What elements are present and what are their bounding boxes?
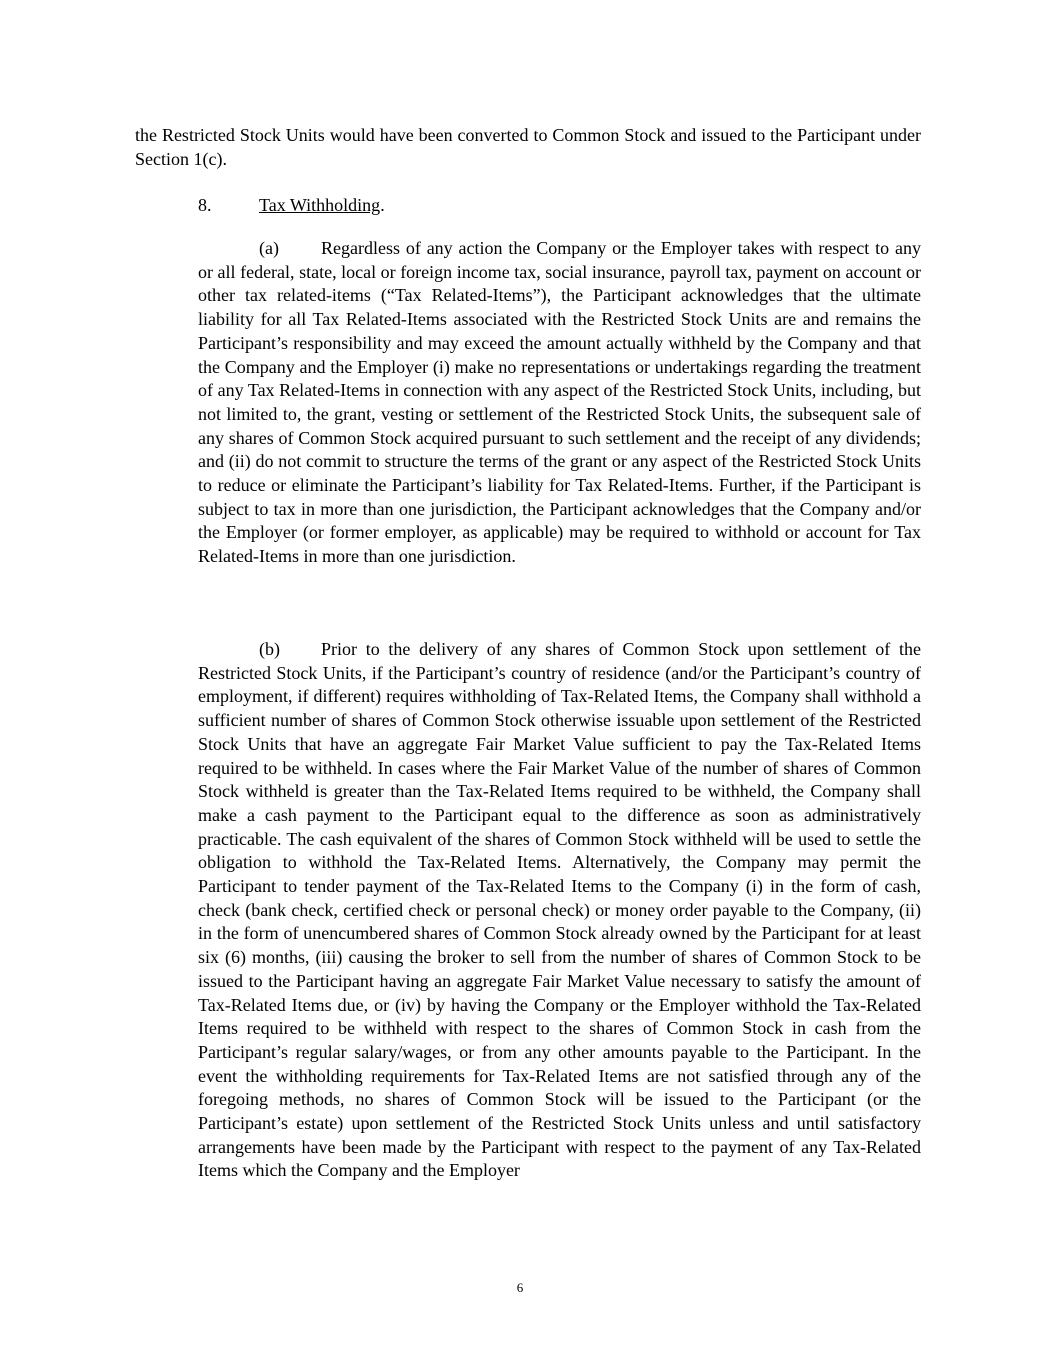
section-number: 8.: [198, 195, 212, 215]
paragraph-b-label: (b): [259, 639, 280, 659]
paragraph-b: [198, 638, 921, 1183]
intro-paragraph: the Restricted Stock Units would have been converted to Common Stock and issued to the Participant under Section 1(c).: [135, 125, 921, 169]
page-number: 6: [516, 1280, 524, 1295]
paragraph-a: [198, 237, 921, 569]
section-title: Tax Withholding: [259, 195, 381, 215]
paragraph-a-text: Regardless of any action the Company or the Employer takes with respect to any or all federal, state, local or foreign income tax, social insurance, payroll tax, payment on account or other tax related-items (“Tax Related-Items”), the Participant acknowledges that the ultimate liability for all Tax Related-Items associated with the Restricted Stock Units are and remains the Participant’s responsibility and may exceed the amount actually withheld by the Company and that the Company and the Employer (i) make no representations or undertakings regarding the treatment of any Tax Related-Items in connection with any aspect of the Restricted Stock Units, including, but not limited to, the grant, vesting or settlement of the Restricted Stock Units, the subsequent sale of any shares of Common Stock acquired pursuant to such settlement and the receipt of any dividends; and (ii) do not commit to structure the terms of the grant or any aspect of the Restricted Stock Units to reduce or eliminate the Participant’s liability for Tax Related-Items. Further, if the Participant is subject to tax in more than one jurisdiction, the Participant acknowledges that the Company and/or the Employer (or former employer, as applicable) may be required to withhold or account for Tax Related-Items in more than one jurisdiction.: [198, 238, 921, 567]
paragraph-a-label: (a): [259, 238, 279, 258]
section-heading: [198, 194, 385, 218]
paragraph-b-text: Prior to the delivery of any shares of Common Stock upon settlement of the Restricted Stock Units, if the Participant’s country of residence (and/or the Participant’s country of employment, if different) requires withholding of Tax-Related Items, the Company shall withhold a sufficient number of shares of Common Stock otherwise issuable upon settlement of the Restricted Stock Units that have an aggregate Fair Market Value sufficient to pay the Tax-Related Items required to be withheld. In cases where the Fair Market Value of the number of shares of Common Stock withheld is greater than the Tax-Related Items required to be withheld, the Company shall make a cash payment to the Participant equal to the difference as soon as administratively practicable. The cash equivalent of the shares of Common Stock withheld will be used to settle the obligation to withhold the Tax-Related Items. Alternatively, the Company may permit the Participant to tender payment of the Tax-Related Items to the Company (i) in the form of cash, check (bank check, certified check or personal check) or money order payable to the Company, (ii) in the form of unencumbered shares of Common Stock already owned by the Participant for at least six (6) months, (iii) causing the broker to sell from the number of shares of Common Stock to be issued to the Participant having an aggregate Fair Market Value necessary to satisfy the amount of Tax-Related Items due, or (iv) by having the Company or the Employer withhold the Tax-Related Items required to be withheld with respect to the shares of Common Stock in cash from the Participant’s regular salary/wages, or from any other amounts payable to the Participant. In the event the withholding requirements for Tax-Related Items are not satisfied through any of the foregoing methods, no shares of Common Stock will be issued to the Participant (or the Participant’s estate) upon settlement of the Restricted Stock Units unless and until satisfactory arrangements have been made by the Participant with respect to the payment of any Tax-Related Items which the Company and the Employer: [198, 639, 921, 1181]
section-title-punctuation: .: [380, 195, 385, 215]
